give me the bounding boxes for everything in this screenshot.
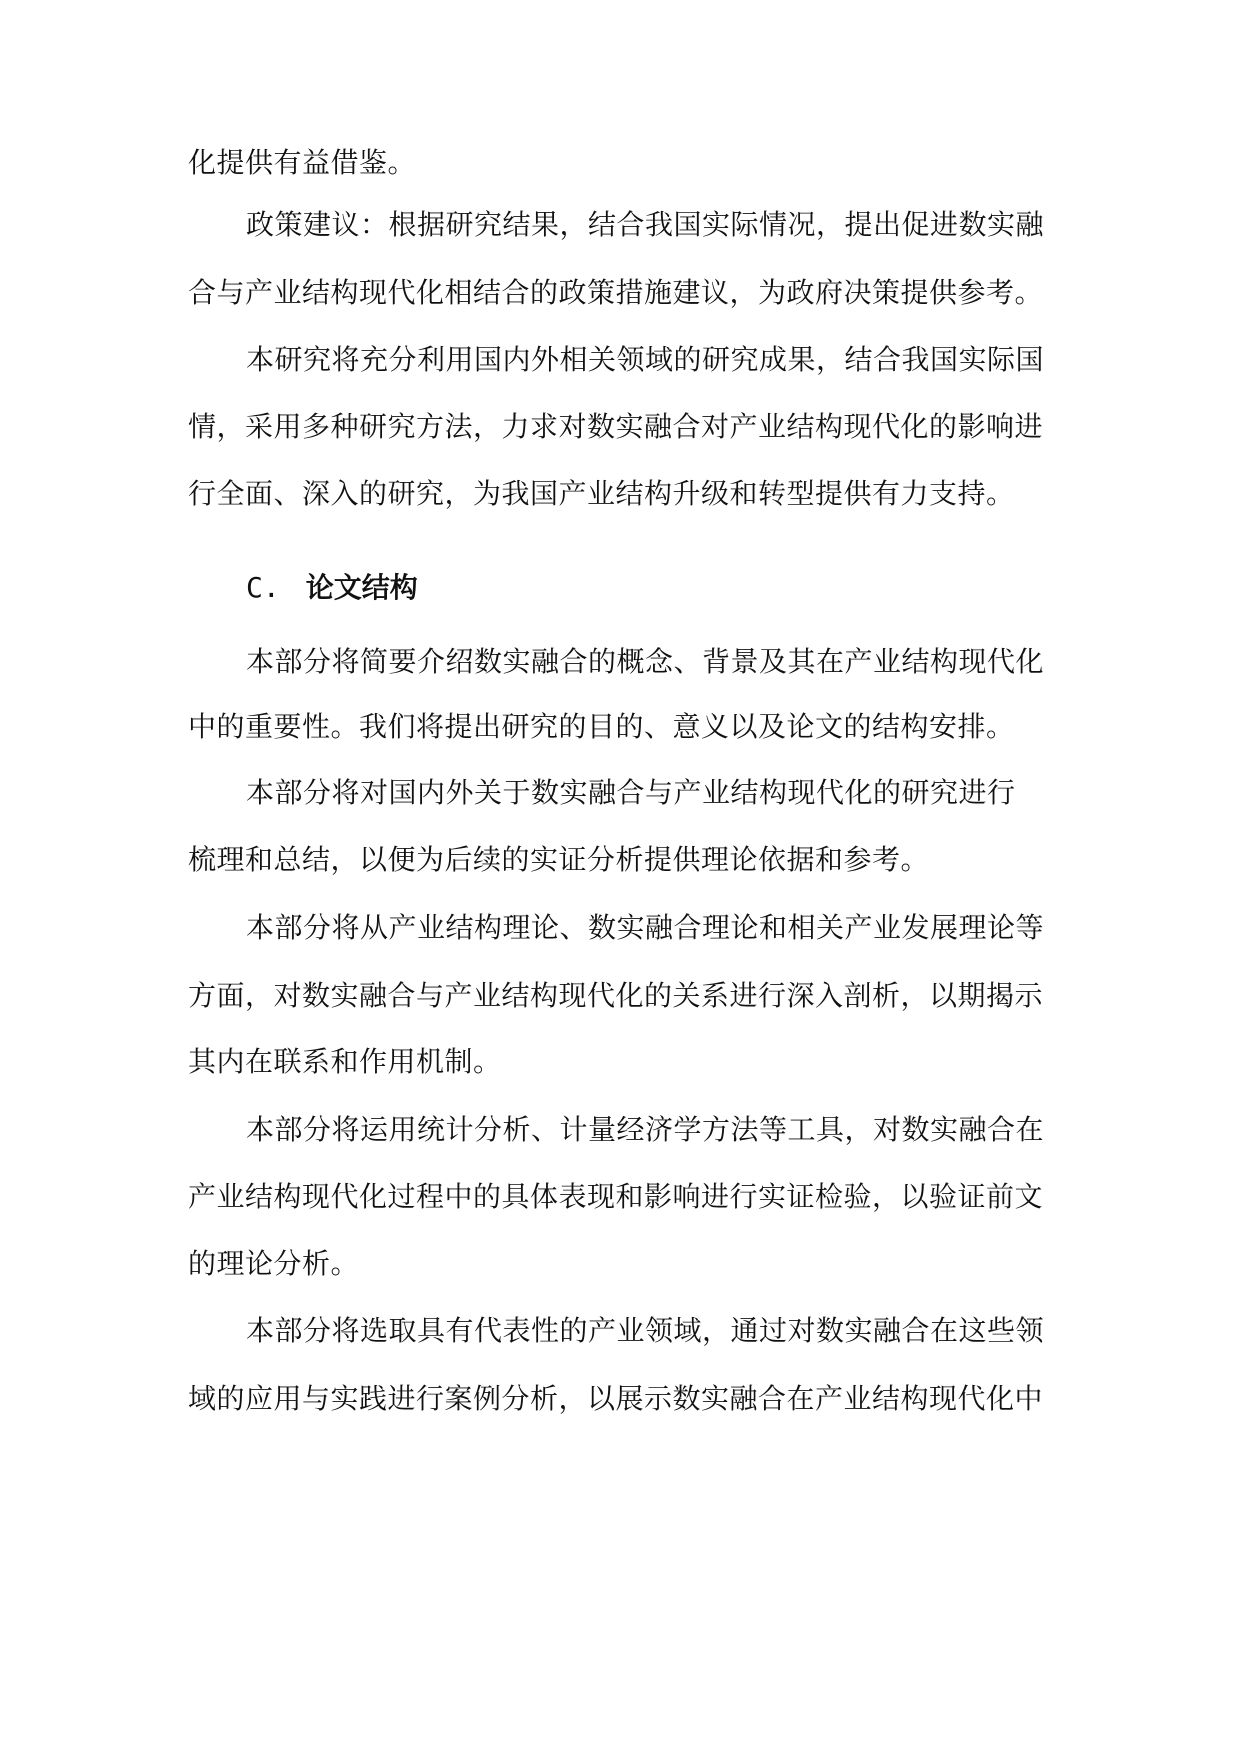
section-number: C.: [246, 571, 280, 604]
paragraph-line: 本部分将简要介绍数实融合的概念、背景及其在产业结构现代化: [246, 645, 1045, 678]
paragraph-line: 产业结构现代化过程中的具体表现和影响进行实证检验，以验证前文: [188, 1180, 1044, 1213]
paragraph-line: 合与产业结构现代化相结合的政策措施建议，为政府决策提供参考。: [188, 276, 1044, 309]
paragraph-line: 本部分将从产业结构理论、数实融合理论和相关产业发展理论等: [246, 911, 1045, 944]
paragraph-line: 域的应用与实践进行案例分析，以展示数实融合在产业结构现代化中: [188, 1382, 1044, 1415]
paragraph-line: 本部分将选取具有代表性的产业领域，通过对数实融合在这些领: [246, 1314, 1045, 1347]
section-title: 论文结构: [305, 571, 418, 604]
paragraph-line: 化提供有益借鉴。: [188, 146, 417, 179]
paragraph-line: 其内在联系和作用机制。: [188, 1045, 502, 1078]
paragraph-line: 行全面、深入的研究，为我国产业结构升级和转型提供有力支持。: [188, 477, 1015, 510]
paragraph-line: 情，采用多种研究方法，力求对数实融合对产业结构现代化的影响进: [188, 410, 1044, 443]
paragraph-line: 中的重要性。我们将提出研究的目的、意义以及论文的结构安排。: [188, 710, 1015, 743]
paragraph-line: 梳理和总结，以便为后续的实证分析提供理论依据和参考。: [188, 843, 930, 876]
paragraph-line: 本部分将对国内外关于数实融合与产业结构现代化的研究进行: [246, 776, 1016, 809]
paragraph-line: 本研究将充分利用国内外相关领域的研究成果，结合我国实际国: [246, 343, 1045, 376]
paragraph-line: 政策建议：根据研究结果，结合我国实际情况，提出促进数实融: [246, 208, 1045, 241]
section-heading: [246, 568, 418, 608]
paragraph-line: 本部分将运用统计分析、计量经济学方法等工具，对数实融合在: [246, 1113, 1045, 1146]
paragraph-line: 的理论分析。: [188, 1247, 360, 1280]
paragraph-line: 方面，对数实融合与产业结构现代化的关系进行深入剖析，以期揭示: [188, 979, 1044, 1012]
